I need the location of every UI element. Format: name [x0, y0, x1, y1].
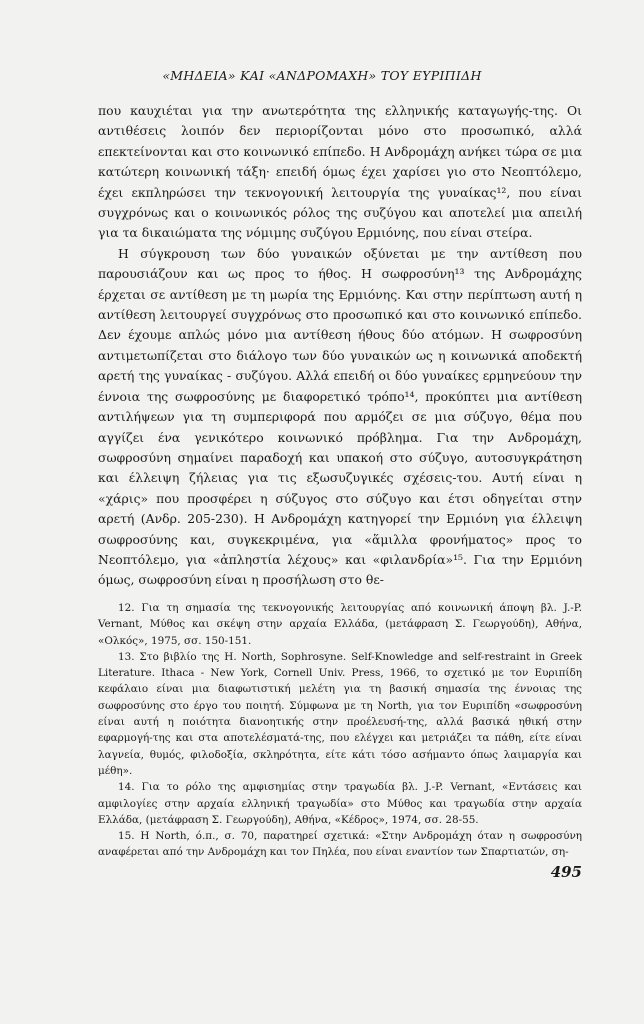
- body-paragraph-2: Η σύγκρουση των δύο γυναικών οξύνεται με την αντίθεση που παρουσιάζουν και ως προς το ήθος. Η σωφροσύνη¹³ της Ανδρομάχης έρχεται σε αντίθεση με τη μωρία της Ερμιόνης. Και στην περίπτωση αυτή η αντίθεση λειτουργεί συγχρόνως στο προσωπικό και στο κοινωνικό επίπεδο. Δεν έχουμε απλώς μόνο μια αντίθεση ήθους δύο ατόμων. Η σωφροσύνη αντιμετωπίζεται στο διάλογο των δύο γυναικών ως η κοινωνικά αποδεκτή αρετή της γυναίκας - συζύγου. Αλλά επειδή οι δύο γυναίκες ερμηνεύουν την έννοια της σωφροσύνης με διαφορετικό τρόπο¹⁴, προκύπτει μια αντίθεση αντιλήψεων για τη συμπεριφορά που αρμόζει σε μια σύζυγο, θέμα που αγγίζει ένα γενικότερο κοινωνικό πρόβλημα. Για την Ανδρομάχη, σωφροσύνη σημαίνει παραδοχή και υπακοή στο σύζυγο, αυτοσυγκράτηση και έλλειψη ζήλειας για τις εξωσυζυγικές σχέσεις-του. Αυτή είναι η «χάρις» που προσφέρει η σύζυγος στο σύζυγο και έτσι οδηγείται στην αρετή (Ανδρ. 205-230). Η Ανδρομάχη κατηγορεί την Ερμιόνη για έλλειψη σωφροσύνης και, συγκεκριμένα, για «ἅμιλλα φρονήματος» προς το Νεοπτόλεμο, για «ἀπληστία λέχους» και «φιλανδρία»¹⁵. Για την Ερμιόνη όμως, σωφροσύνη είναι η προσήλωση στο θε-: [98, 245, 582, 588]
- footnotes: [98, 600, 582, 861]
- page-number: 495: [550, 863, 582, 881]
- footnote-12: 12. Για τη σημασία της τεκνογονικής λειτουργίας από κοινωνική άποψη βλ. J.-P. Vernant, Μύθος και σκέψη στην αρχαία Ελλάδα, (μετάφραση Σ. Γεωργούδη), Αθήνα, «Ολκός», 1975, σσ. 150-151.: [98, 602, 582, 647]
- footnote-13: 13. Στο βιβλίο της H. North, Sophrosyne. Self-Knowledge and self-restraint in Greek Literature. Ithaca - New York, Cornell Univ. Press, 1966, το σχετικό με τον Ευριπίδη κεφάλαιο είναι μια διαφωτιστική μελέτη για τη βασική σημασία της έννοιας της σωφροσύνης στο έργο του ποιητή. Σύμφωνα με τη North, για τον Ευριπίδη «σωφροσύνη είναι αυτή η ποιότητα διανοητικής στην προέλευσή-της, αλλά βασικά ηθική στην εφαρμογή-της και στα αποτελέσματά-της, που ελέγχει και μετριάζει τα πάθη, είτε είναι λαγνεία, θυμός, φιλοδοξία, σκληρότητα, είτε κάτι τόσο ασήμαντο όπως λαιμαργία και μέθη».: [98, 650, 582, 777]
- main-text: [98, 101, 582, 591]
- footnote-14: 14. Για το ρόλο της αμφισημίας στην τραγωδία βλ. J.-P. Vernant, «Εντάσεις και αμφιλογίες στην αρχαία ελληνική τραγωδία» στο Μύθος και τραγωδία στην αρχαία Ελλάδα, (μετάφραση Σ. Γεωργούδη), Αθήνα, «Κέδρος», 1974, σσ. 28-55.: [98, 781, 582, 826]
- body-paragraph-1: που καυχιέται για την ανωτερότητα της ελληνικής καταγωγής-της. Οι αντιθέσεις λοιπόν δεν περιορίζονται μόνο στο προσωπικό, αλλά επεκτείνονται και στο κοινωνικό επίπεδο. Η Ανδρομάχη ανήκει τώρα σε μια κατώτερη κοινωνική τάξη· επειδή όμως έχει χαρίσει γιο στο Νεοπτόλεμο, έχει εκπληρώσει την τεκνογονική λειτουργία της γυναίκας¹², που είναι συγχρόνως και ο κοινωνικός ρόλος της συζύγου και αποτελεί μια απειλή για τα δικαιώματα της νόμιμης συζύγου Ερμιόνης, που είναι στείρα.: [98, 103, 582, 241]
- footnote-15: 15. Η North, ό.π., σ. 70, παρατηρεί σχετικά: «Στην Ανδρομάχη όταν η σωφροσύνη αναφέρεται από την Ανδρομάχη και τον Πηλέα, που είναι εναντίον των Σπαρτιατών, ση-: [98, 830, 582, 859]
- running-header: «ΜΗΔΕΙΑ» ΚΑΙ «ΑΝΔΡΟΜΑΧΗ» ΤΟΥ ΕΥΡΙΠΙΔΗ: [162, 68, 482, 83]
